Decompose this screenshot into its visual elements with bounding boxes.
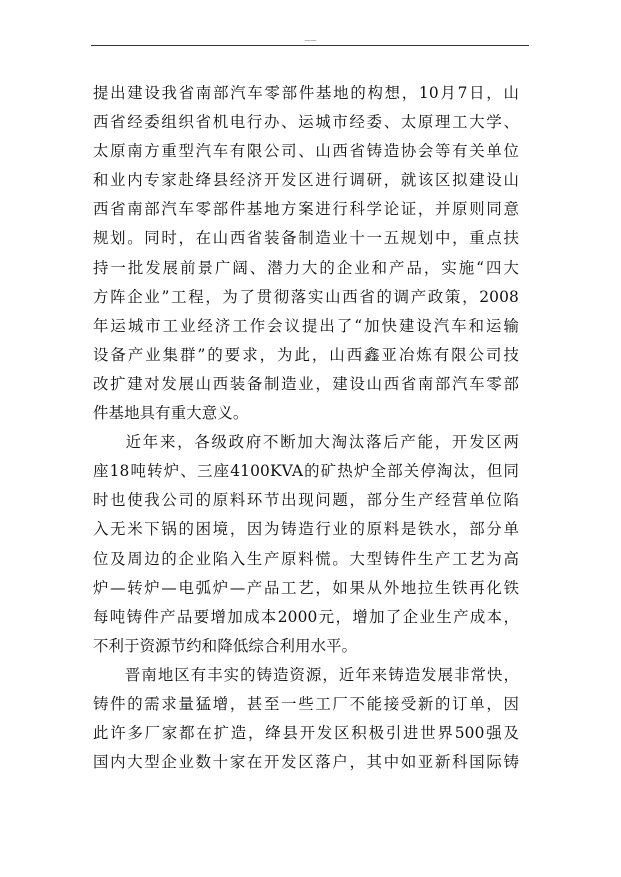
text-line-indented xyxy=(93,428,519,457)
text-line: 年运城市工业经济工作会议提出了“加快建设汽车和运输 xyxy=(93,316,519,335)
document-body xyxy=(93,79,519,777)
text-line: 持一批发展前景广阔、潜力大的企业和产品，实施“四大 xyxy=(93,258,519,277)
text-line: 太原南方重型汽车有限公司、山西省铸造协会等有关单位 xyxy=(93,142,519,161)
text-line: 铸件的需求量猛增，甚至一些工厂不能接受新的订单，因 xyxy=(93,694,519,713)
paragraph-3 xyxy=(93,661,519,777)
text-line: 此许多厂家都在扩造，绛县开发区积极引进世界500强及 xyxy=(93,724,519,743)
text-line-indented xyxy=(93,661,519,690)
text-line: 西省经委组织省机电行办、运城市经委、太原理工大学、 xyxy=(93,113,519,132)
text-line: 晋南地区有丰实的铸造资源，近年来铸造发展非常快， xyxy=(124,665,519,684)
text-line: 国内大型企业数十家在开发区落户，其中如亚新科国际铸 xyxy=(93,753,519,772)
text-line: 方阵企业”工程，为了贯彻落实山西省的调产政策，2008 xyxy=(93,287,519,306)
paragraph-2 xyxy=(93,428,519,661)
text-line: 不利于资源节约和降低综合利用水平。 xyxy=(93,636,358,655)
text-line: 入无米下锅的困境，因为铸造行业的原料是铁水，部分单 xyxy=(93,520,519,539)
text-line: 近年来，各级政府不断加大淘汰落后产能，开发区两 xyxy=(124,433,519,452)
text-line: 每吨铸件产品要增加成本2000元，增加了企业生产成本， xyxy=(93,607,519,626)
text-line: 和业内专家赴绛县经济开发区进行调研，就该区拟建设山 xyxy=(93,171,519,190)
text-line: 规划。同时，在山西省装备制造业十一五规划中，重点扶 xyxy=(93,229,519,248)
paragraph-1 xyxy=(93,79,519,428)
text-line: 座18吨转炉、三座4100KVA的矿热炉全部关停淘汰，但同 xyxy=(93,462,519,481)
text-line: 提出建设我省南部汽车零部件基地的构想，10月7日，山 xyxy=(93,84,519,102)
text-line: 西省南部汽车零部件基地方案进行科学论证，并原则同意 xyxy=(93,200,519,219)
text-line: 位及周边的企业陷入生产原料慌。大型铸件生产工艺为高 xyxy=(93,549,519,568)
header-rule xyxy=(91,45,529,46)
text-line: 件基地具有重大意义。 xyxy=(93,404,249,423)
text-line: 时也使我公司的原料环节出现问题，部分生产经营单位陷 xyxy=(93,491,519,510)
text-line: 炉—转炉—电弧炉—产品工艺，如果从外地拉生铁再化铁 xyxy=(93,578,519,597)
header-mark: —— xyxy=(304,37,317,44)
text-line: 设备产业集群”的要求，为此，山西鑫亚冶炼有限公司技 xyxy=(93,345,519,364)
text-line: 改扩建对发展山西装备制造业，建设山西省南部汽车零部 xyxy=(93,374,519,393)
